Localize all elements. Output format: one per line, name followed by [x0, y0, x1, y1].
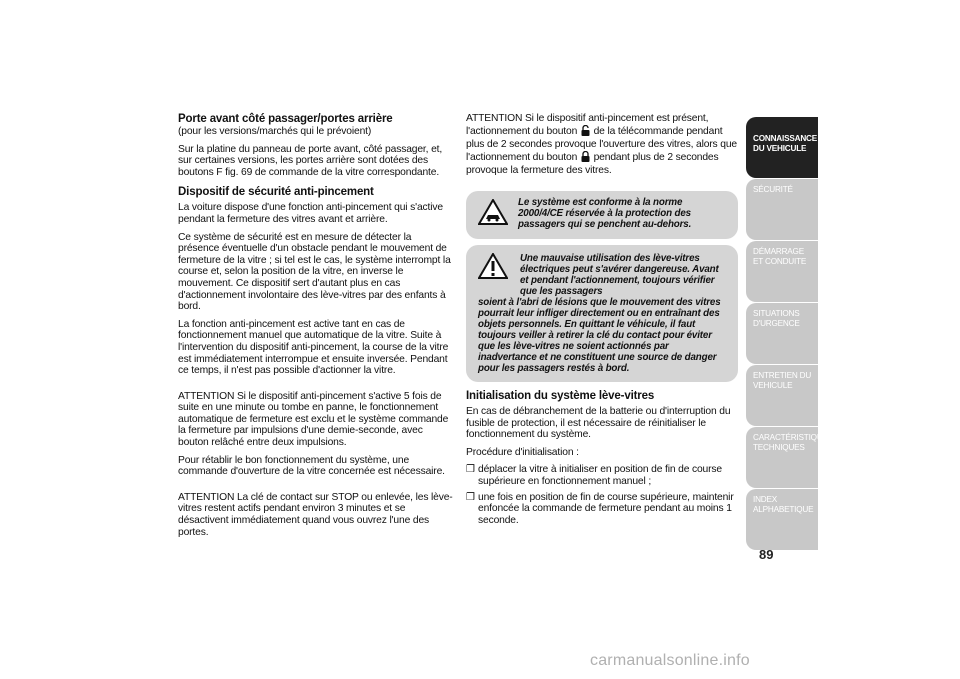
- heading-anti-pinch: Dispositif de sécurité anti-pincement: [178, 186, 374, 199]
- paragraph: Procédure d'initialisation :: [466, 446, 579, 458]
- paragraph: La voiture dispose d'une fonction anti-pincement qui s'active pendant la fermeture des vitres avant et arrière.: [178, 202, 443, 225]
- text-part: pendant plus de 2 secondes provoque la fermeture des vitres.: [466, 151, 719, 177]
- tab-urgence[interactable]: SITUATIONS D'URGENCE: [746, 303, 818, 364]
- attention-paragraph: ATTENTION La clé de contact sur STOP ou enlevée, les lève-vitres restent actifs pendant environ 3 minutes et se désactivent immédiatement quand vous ouvrez l'une des portes.: [178, 491, 453, 538]
- note-text: Le système est conforme à la norme 2000/4/CE réservée à la protection des passagers qui se penchent au-dehors.: [518, 196, 692, 230]
- list-item: [466, 492, 738, 527]
- tab-demarrage[interactable]: DÉMARRAGE ET CONDUITE: [746, 241, 818, 302]
- paragraph: Pour rétablir le bon fonctionnement du système, une commande d'ouverture de la vitre concernée est nécessaire.: [178, 454, 445, 478]
- checkbox-bullet-icon: ❒: [466, 491, 475, 503]
- heading-subtitle: (pour les versions/marchés qui le prévoient): [178, 126, 372, 137]
- car-warning-icon: [478, 199, 508, 228]
- paragraph: Sur la platine du panneau de porte avant, côté passager, et, sur certaines versions, les portes arrière sont dotées des boutons F fig. 69 de commande de la vitre correspondante.: [178, 143, 443, 178]
- page-number: 89: [759, 547, 774, 562]
- section-sidebar: [746, 117, 834, 551]
- attention-remote-paragraph: [466, 113, 738, 177]
- tab-caracteristiques[interactable]: CARACTÉRISTIQUES TECHNIQUES: [746, 427, 818, 488]
- list-item: [466, 464, 738, 487]
- paragraph: En cas de débranchement de la batterie ou d'interruption du fusible de protection, il est nécessaire de réinitialiser le fonctionnement du système.: [466, 405, 731, 441]
- lock-icon: [581, 151, 590, 166]
- heading-passenger-door: Porte avant côté passager/portes arrière: [178, 113, 393, 125]
- tab-securite[interactable]: SÉCURITÉ: [746, 179, 818, 240]
- warning-icon: [478, 253, 508, 282]
- note-text-rest: soient à l'abri de lésions que le mouvement des vitres pourrait leur infliger directement ou en entraînant des objets personnels. En quittant le véhicule, il faut toujours veiller à retirer la clé du contact pour éviter que les lève-vitres ne soient actionnés par inadvertance et ne constituent une source de danger pour les passagers restés à bord.: [478, 296, 721, 374]
- attention-paragraph: ATTENTION Si le dispositif anti-pincement s'active 5 fois de suite en une minute ou tombe en panne, le fonctionnement automatique de fermeture est exclu et le système commande la fermeture par impulsions d'une demie-seconde, avec bouton relâché entre deux impulsions.: [178, 390, 449, 449]
- tab-entretien[interactable]: ENTRETIEN DU VEHICULE: [746, 365, 818, 426]
- warning-note: [466, 245, 738, 382]
- watermark: carmanualsonline.info: [590, 652, 750, 669]
- list-item-text: une fois en position de fin de course supérieure, maintenir enfoncée la commande de fermeture pendant au moins 1 seconde.: [478, 491, 734, 526]
- checkbox-bullet-icon: ❒: [466, 464, 475, 476]
- text-part: ATTENTION Si le dispositif anti-pincement est présent, l'actionnement du bouton: [466, 113, 709, 137]
- left-column: [178, 113, 454, 544]
- list-item-text: déplacer la vitre à initialiser en position de fin de course supérieure en fonctionnement manuel ;: [478, 464, 722, 487]
- tab-connaissance[interactable]: CONNAISSANCE DU VEHICULE: [746, 117, 818, 178]
- text-part: de la télécommande pendant plus de 2 secondes provoque l'ouverture des vitres, alors que l'actionnement du bouton: [466, 125, 737, 163]
- unlock-icon: [581, 125, 590, 140]
- tab-index[interactable]: INDEX ALPHABETIQUE: [746, 489, 818, 550]
- right-column: [466, 113, 738, 530]
- note-text-lead: Une mauvaise utilisation des lève-vitres électriques peut s'avérer dangereuse. Avant et pendant l'actionnement, toujours vérifier que les passagers: [520, 252, 719, 297]
- environment-note: [466, 191, 738, 239]
- paragraph: Ce système de sécurité est en mesure de détecter la présence éventuelle d'un obstacle pendant le mouvement de fermeture de la vitre ; si tel est le cas, le système interrompt la course et, selon la position de la vitre, en inverse le mouvement. Ce dispositif sert d'autant plus en cas d'actionnement involontaire des lève-vitres par des enfants à bord.: [178, 231, 451, 313]
- paragraph: La fonction anti-pincement est active tant en cas de fonctionnement manuel que automatique de la vitre. Suite à l'intervention du dispositif anti-pincement, la course de la vitre est immédiatement interrompue et ensuite inversée. Pendant ce temps, il n'est pas possible d'actionner la vitre.: [178, 318, 449, 377]
- heading-initialisation: Initialisation du système lève-vitres: [466, 389, 655, 402]
